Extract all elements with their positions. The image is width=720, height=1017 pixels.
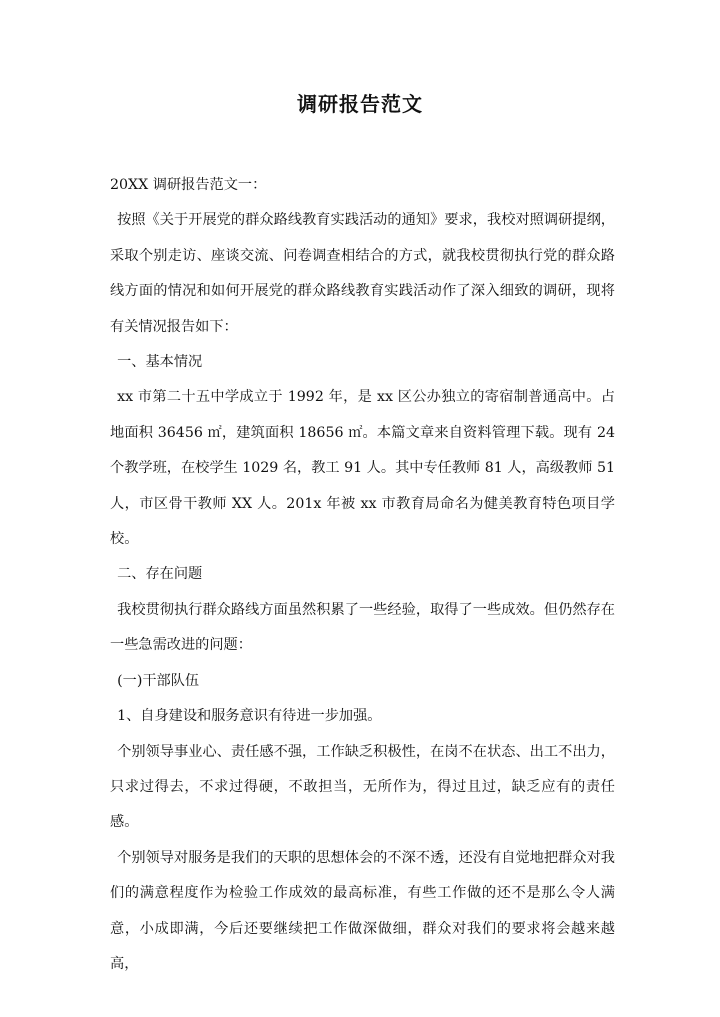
section-heading-problems: 二、存在问题 [117, 566, 203, 583]
basic-situation-paragraph: xx 市第二十五中学成立于 1992 年，是 xx 区公办独立的寄宿制普通高中。占地面积 36456 ㎡，建筑面积 18656 ㎡。本篇文章来自资料管理下载。现有 24 个教学班，在校学生 1029 名，教工 91 人。其中专任教师 81 人，高级教师 51 人，市区骨干教师 XX 人。201x 年被 xx 市教育局命名为健美教育特色项目学校。 [110, 389, 615, 548]
item-heading-1: 1、自身建设和服务意识有待进一步加强。 [117, 708, 382, 725]
intro-paragraph: 按照《关于开展党的群众路线教育实践活动的通知》要求，我校对照调研提纲，采取个别走访、座谈交流、问卷调查相结合的方式，就我校贯彻执行党的群众路线方面的情况和如何开展党的群众路线教育实践活动作了深入细致的调研，现将有关情况报告如下： [110, 212, 615, 335]
document-body [110, 168, 615, 982]
intro-heading: 20XX 调研报告范文一： [110, 177, 267, 193]
subsection-heading-cadres: (一)干部队伍 [117, 672, 200, 689]
cadres-paragraph-1: 个别领导事业心、责任感不强，工作缺乏积极性，在岗不在状态、出工不出力，只求过得去，不求过得硬，不敢担当，无所作为，得过且过，缺乏应有的责任感。 [110, 743, 615, 831]
section-heading-basic: 一、基本情况 [117, 354, 203, 371]
problems-intro-paragraph: 我校贯彻执行群众路线方面虽然积累了一些经验，取得了一些成效。但仍然存在一些急需改进的问题： [110, 601, 615, 654]
cadres-paragraph-2: 个别领导对服务是我们的天职的思想体会的不深不透，还没有自觉地把群众对我们的满意程度作为检验工作成效的最高标准，有些工作做的还不是那么令人满意，小成即满，今后还要继续把工作做深做细，群众对我们的要求将会越来越高， [110, 849, 615, 972]
document-title: 调研报告范文 [297, 92, 423, 116]
